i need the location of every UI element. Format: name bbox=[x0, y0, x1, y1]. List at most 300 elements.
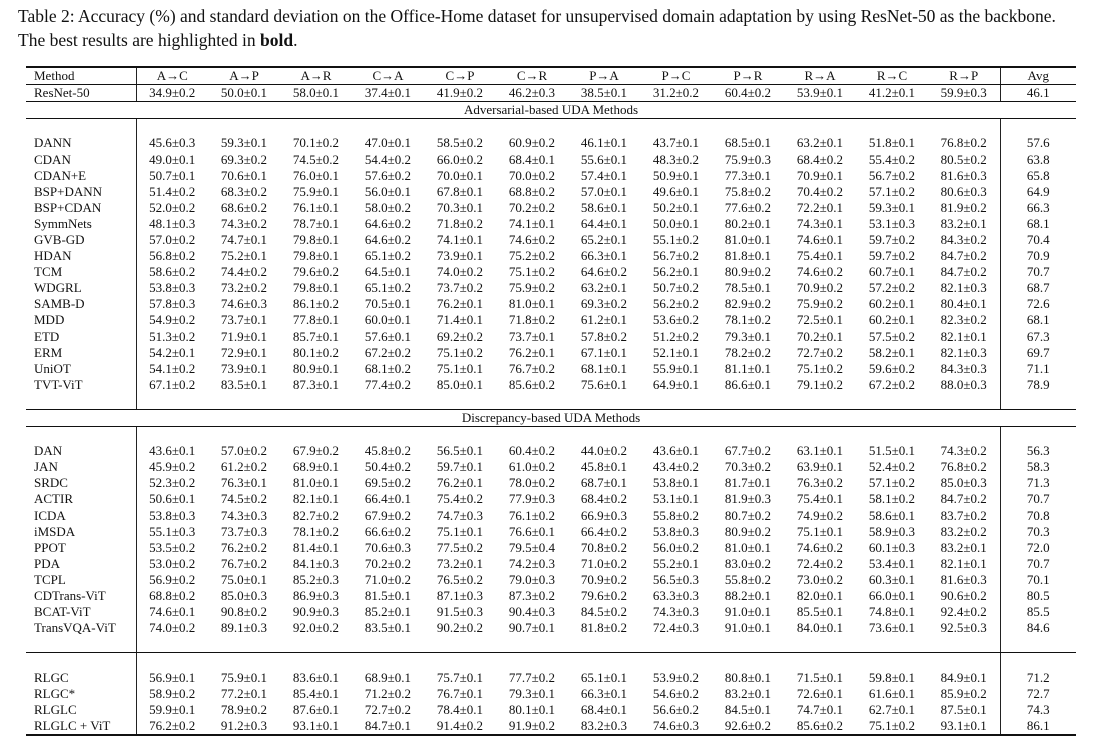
accuracy-cell: 79.8±0.1 bbox=[292, 280, 340, 296]
avg-cell: 68.1 bbox=[1000, 216, 1076, 232]
method-name: DAN bbox=[26, 443, 136, 459]
accuracy-cell: 53.1±0.3 bbox=[868, 215, 916, 231]
accuracy-cell: 78.1±0.2 bbox=[724, 312, 772, 328]
accuracy-cell: 72.2±0.1 bbox=[796, 199, 844, 215]
method-name: BSP+DANN bbox=[26, 184, 136, 200]
accuracy-cell: 77.7±0.2 bbox=[508, 669, 556, 685]
accuracy-cell: 91.4±0.2 bbox=[424, 718, 496, 735]
method-name: ACTIR bbox=[26, 491, 136, 507]
accuracy-cell: 68.1±0.1 bbox=[580, 360, 628, 376]
accuracy-cell: 82.1±0.3 bbox=[940, 344, 987, 360]
accuracy-cell: 58.1±0.2 bbox=[868, 491, 916, 507]
column-header: C→R bbox=[496, 67, 568, 85]
accuracy-cell: 70.2±0.2 bbox=[508, 199, 556, 215]
table-row bbox=[26, 604, 1076, 620]
accuracy-cell: 74.0±0.2 bbox=[436, 264, 484, 280]
accuracy-cell: 83.7±0.2 bbox=[940, 507, 987, 523]
method-name: RLGLC + ViT bbox=[26, 718, 136, 735]
accuracy-cell: 70.3±0.2 bbox=[724, 459, 772, 475]
accuracy-cell: 83.0±0.2 bbox=[724, 555, 772, 571]
accuracy-cell: 52.1±0.1 bbox=[652, 344, 700, 360]
accuracy-cell: 34.9±0.2 bbox=[136, 85, 208, 102]
avg-cell: 46.1 bbox=[1000, 85, 1076, 102]
accuracy-cell: 87.3±0.1 bbox=[292, 376, 340, 392]
proposed-method-row bbox=[26, 718, 1076, 735]
accuracy-cell: 73.7±0.1 bbox=[508, 328, 556, 344]
accuracy-cell: 85.5±0.1 bbox=[796, 604, 844, 620]
accuracy-cell: 51.4±0.2 bbox=[149, 183, 196, 199]
accuracy-cell: 59.7±0.2 bbox=[868, 248, 916, 264]
accuracy-cell: 74.2±0.3 bbox=[508, 555, 556, 571]
table-row bbox=[26, 184, 1076, 200]
accuracy-cell: 63.2±0.1 bbox=[580, 280, 628, 296]
caption-bold-word: bold bbox=[260, 30, 294, 50]
accuracy-cell: 81.6±0.3 bbox=[940, 167, 987, 183]
avg-cell: 69.7 bbox=[1000, 345, 1076, 361]
accuracy-cell: 70.9±0.2 bbox=[580, 571, 628, 587]
accuracy-cell: 68.5±0.1 bbox=[724, 135, 772, 151]
table-row bbox=[26, 264, 1076, 280]
accuracy-cell: 54.9±0.2 bbox=[149, 312, 196, 328]
accuracy-cell: 70.2±0.1 bbox=[796, 328, 844, 344]
accuracy-cell: 58.9±0.3 bbox=[868, 523, 916, 539]
accuracy-cell: 90.8±0.2 bbox=[220, 604, 268, 620]
accuracy-cell: 74.5±0.2 bbox=[220, 491, 268, 507]
accuracy-cell: 76.2±0.2 bbox=[136, 718, 208, 735]
accuracy-cell: 59.3±0.1 bbox=[220, 135, 268, 151]
accuracy-cell: 87.1±0.3 bbox=[436, 588, 484, 604]
accuracy-cell: 55.1±0.3 bbox=[149, 523, 196, 539]
accuracy-cell: 76.7±0.2 bbox=[508, 360, 556, 376]
accuracy-cell: 59.8±0.1 bbox=[868, 669, 916, 685]
accuracy-cell: 88.2±0.1 bbox=[724, 588, 772, 604]
accuracy-cell: 58.0±0.1 bbox=[280, 85, 352, 102]
spacer-row bbox=[26, 427, 1076, 444]
method-name: SymmNets bbox=[26, 216, 136, 232]
accuracy-cell: 83.6±0.1 bbox=[292, 669, 340, 685]
accuracy-cell: 69.2±0.2 bbox=[436, 328, 484, 344]
accuracy-cell: 60.4±0.2 bbox=[712, 85, 784, 102]
accuracy-cell: 83.2±0.1 bbox=[724, 685, 772, 701]
table-row bbox=[26, 296, 1076, 312]
avg-cell: 57.6 bbox=[1000, 135, 1076, 151]
accuracy-cell: 45.8±0.1 bbox=[580, 459, 628, 475]
accuracy-cell: 67.9±0.2 bbox=[292, 443, 340, 459]
accuracy-cell: 64.4±0.1 bbox=[580, 215, 628, 231]
accuracy-cell: 80.6±0.3 bbox=[940, 183, 987, 199]
method-name: UniOT bbox=[26, 361, 136, 377]
table-row bbox=[26, 248, 1076, 264]
accuracy-cell: 57.0±0.2 bbox=[220, 443, 268, 459]
accuracy-cell: 66.9±0.3 bbox=[580, 507, 628, 523]
accuracy-cell: 69.3±0.2 bbox=[220, 151, 268, 167]
accuracy-cell: 67.1±0.2 bbox=[149, 376, 196, 392]
accuracy-cell: 68.4±0.1 bbox=[580, 701, 628, 717]
method-name: JAN bbox=[26, 459, 136, 475]
accuracy-cell: 85.2±0.3 bbox=[292, 571, 340, 587]
accuracy-cell: 68.8±0.2 bbox=[149, 588, 196, 604]
accuracy-cell: 60.9±0.2 bbox=[508, 135, 556, 151]
accuracy-cell: 83.5±0.1 bbox=[220, 376, 268, 392]
avg-cell: 71.1 bbox=[1000, 361, 1076, 377]
accuracy-cell: 70.6±0.3 bbox=[364, 539, 412, 555]
method-name: WDGRL bbox=[26, 280, 136, 296]
accuracy-cell: 59.6±0.2 bbox=[868, 360, 916, 376]
accuracy-cell: 92.0±0.2 bbox=[292, 620, 340, 636]
accuracy-cell: 81.4±0.1 bbox=[292, 539, 340, 555]
accuracy-cell: 56.2±0.2 bbox=[652, 296, 700, 312]
table-row bbox=[26, 168, 1076, 184]
accuracy-cell: 45.9±0.2 bbox=[149, 459, 196, 475]
accuracy-cell: 72.4±0.3 bbox=[652, 620, 700, 636]
accuracy-cell: 71.5±0.1 bbox=[796, 669, 844, 685]
accuracy-cell: 68.9±0.1 bbox=[292, 459, 340, 475]
avg-cell: 84.6 bbox=[1000, 620, 1076, 636]
accuracy-cell: 86.1±0.2 bbox=[292, 296, 340, 312]
accuracy-cell: 82.1±0.3 bbox=[940, 280, 987, 296]
accuracy-cell: 76.2±0.1 bbox=[436, 296, 484, 312]
accuracy-cell: 66.0±0.2 bbox=[436, 151, 484, 167]
accuracy-cell: 77.5±0.2 bbox=[436, 539, 484, 555]
accuracy-cell: 79.6±0.2 bbox=[580, 588, 628, 604]
accuracy-cell: 91.9±0.2 bbox=[496, 718, 568, 735]
accuracy-cell: 58.6±0.1 bbox=[580, 199, 628, 215]
accuracy-cell: 53.8±0.3 bbox=[652, 523, 700, 539]
accuracy-cell: 74.6±0.1 bbox=[149, 604, 196, 620]
accuracy-cell: 74.6±0.2 bbox=[796, 539, 844, 555]
accuracy-cell: 60.7±0.1 bbox=[868, 264, 916, 280]
header-row bbox=[26, 67, 1076, 85]
accuracy-cell: 66.6±0.2 bbox=[364, 523, 412, 539]
accuracy-cell: 93.1±0.1 bbox=[928, 718, 1000, 735]
accuracy-cell: 66.0±0.1 bbox=[868, 588, 916, 604]
method-name: SRDC bbox=[26, 475, 136, 491]
accuracy-cell: 75.1±0.1 bbox=[436, 360, 484, 376]
accuracy-cell: 85.6±0.2 bbox=[508, 376, 556, 392]
results-table bbox=[26, 66, 1076, 736]
accuracy-cell: 84.3±0.3 bbox=[940, 360, 987, 376]
accuracy-cell: 79.3±0.1 bbox=[508, 685, 556, 701]
accuracy-cell: 75.1±0.1 bbox=[436, 523, 484, 539]
accuracy-cell: 74.3±0.2 bbox=[940, 443, 987, 459]
accuracy-cell: 75.2±0.2 bbox=[508, 248, 556, 264]
column-header: C→P bbox=[424, 67, 496, 85]
accuracy-cell: 67.1±0.1 bbox=[580, 344, 628, 360]
accuracy-cell: 78.0±0.2 bbox=[508, 475, 556, 491]
accuracy-cell: 75.9±0.1 bbox=[220, 669, 268, 685]
accuracy-cell: 85.0±0.1 bbox=[436, 376, 484, 392]
column-header: A→C bbox=[136, 67, 208, 85]
accuracy-cell: 74.6±0.3 bbox=[640, 718, 712, 735]
method-name: TVT-ViT bbox=[26, 377, 136, 393]
accuracy-cell: 75.4±0.1 bbox=[796, 491, 844, 507]
table-row bbox=[26, 620, 1076, 636]
accuracy-cell: 76.2±0.1 bbox=[508, 344, 556, 360]
avg-cell: 70.3 bbox=[1000, 524, 1076, 540]
accuracy-cell: 80.7±0.2 bbox=[724, 507, 772, 523]
accuracy-cell: 58.6±0.2 bbox=[149, 264, 196, 280]
accuracy-cell: 75.9±0.3 bbox=[724, 151, 772, 167]
accuracy-cell: 56.6±0.2 bbox=[652, 701, 700, 717]
method-name: ICDA bbox=[26, 508, 136, 524]
accuracy-cell: 72.5±0.1 bbox=[796, 312, 844, 328]
table-row bbox=[26, 377, 1076, 393]
accuracy-cell: 84.7±0.2 bbox=[940, 248, 987, 264]
accuracy-cell: 54.2±0.1 bbox=[149, 344, 196, 360]
accuracy-cell: 74.3±0.2 bbox=[220, 215, 268, 231]
accuracy-cell: 90.9±0.3 bbox=[292, 604, 340, 620]
accuracy-cell: 73.7±0.1 bbox=[220, 312, 268, 328]
accuracy-cell: 71.4±0.1 bbox=[436, 312, 484, 328]
accuracy-cell: 53.6±0.2 bbox=[652, 312, 700, 328]
accuracy-cell: 74.6±0.3 bbox=[220, 296, 268, 312]
accuracy-cell: 58.9±0.2 bbox=[149, 685, 196, 701]
accuracy-cell: 93.1±0.1 bbox=[280, 718, 352, 735]
accuracy-cell: 88.0±0.3 bbox=[940, 376, 987, 392]
accuracy-cell: 86.9±0.3 bbox=[292, 588, 340, 604]
accuracy-cell: 62.7±0.1 bbox=[868, 701, 916, 717]
column-header: C→A bbox=[352, 67, 424, 85]
section-header-row bbox=[26, 409, 1076, 426]
accuracy-cell: 55.8±0.2 bbox=[724, 571, 772, 587]
accuracy-cell: 70.3±0.1 bbox=[436, 199, 484, 215]
method-name: TCM bbox=[26, 264, 136, 280]
avg-cell: 65.8 bbox=[1000, 168, 1076, 184]
accuracy-cell: 51.2±0.2 bbox=[652, 328, 700, 344]
accuracy-cell: 70.4±0.2 bbox=[796, 183, 844, 199]
avg-cell: 71.2 bbox=[1000, 669, 1076, 685]
table-row bbox=[26, 216, 1076, 232]
accuracy-cell: 81.5±0.1 bbox=[364, 588, 412, 604]
accuracy-cell: 81.0±0.1 bbox=[292, 475, 340, 491]
accuracy-cell: 84.9±0.1 bbox=[940, 669, 987, 685]
accuracy-cell: 72.7±0.2 bbox=[796, 344, 844, 360]
accuracy-cell: 79.6±0.2 bbox=[292, 264, 340, 280]
accuracy-cell: 50.0±0.1 bbox=[652, 215, 700, 231]
accuracy-cell: 49.6±0.1 bbox=[652, 183, 700, 199]
accuracy-cell: 31.2±0.2 bbox=[640, 85, 712, 102]
accuracy-cell: 46.1±0.1 bbox=[580, 135, 628, 151]
accuracy-cell: 48.1±0.3 bbox=[149, 215, 196, 231]
column-header: A→R bbox=[280, 67, 352, 85]
accuracy-cell: 68.7±0.1 bbox=[580, 475, 628, 491]
accuracy-cell: 59.7±0.1 bbox=[436, 459, 484, 475]
accuracy-cell: 67.2±0.2 bbox=[868, 376, 916, 392]
accuracy-cell: 74.1±0.1 bbox=[436, 231, 484, 247]
accuracy-cell: 84.5±0.1 bbox=[724, 701, 772, 717]
accuracy-cell: 63.3±0.3 bbox=[652, 588, 700, 604]
accuracy-cell: 56.8±0.2 bbox=[149, 248, 196, 264]
accuracy-cell: 55.1±0.2 bbox=[652, 231, 700, 247]
accuracy-cell: 79.8±0.1 bbox=[292, 248, 340, 264]
accuracy-cell: 76.5±0.2 bbox=[436, 571, 484, 587]
spacer-row bbox=[26, 653, 1076, 670]
accuracy-cell: 71.9±0.1 bbox=[220, 328, 268, 344]
column-header: P→R bbox=[712, 67, 784, 85]
accuracy-cell: 80.9±0.2 bbox=[724, 264, 772, 280]
accuracy-cell: 61.2±0.2 bbox=[220, 459, 268, 475]
accuracy-cell: 43.4±0.2 bbox=[652, 459, 700, 475]
table-row bbox=[26, 459, 1076, 475]
accuracy-cell: 57.1±0.2 bbox=[868, 183, 916, 199]
accuracy-cell: 57.0±0.1 bbox=[580, 183, 628, 199]
accuracy-cell: 74.7±0.3 bbox=[436, 507, 484, 523]
accuracy-cell: 74.7±0.1 bbox=[220, 231, 268, 247]
accuracy-cell: 81.1±0.1 bbox=[724, 360, 772, 376]
method-name: DANN bbox=[26, 135, 136, 151]
accuracy-cell: 77.3±0.1 bbox=[724, 167, 772, 183]
accuracy-cell: 74.3±0.3 bbox=[220, 507, 268, 523]
accuracy-cell: 64.6±0.2 bbox=[364, 231, 412, 247]
table-row bbox=[26, 312, 1076, 328]
avg-cell: Avg bbox=[1000, 67, 1076, 85]
accuracy-cell: 89.1±0.3 bbox=[220, 620, 268, 636]
accuracy-cell: 83.5±0.1 bbox=[364, 620, 412, 636]
accuracy-cell: 80.1±0.1 bbox=[508, 701, 556, 717]
column-header: R→A bbox=[784, 67, 856, 85]
accuracy-cell: 71.0±0.2 bbox=[580, 555, 628, 571]
table-row bbox=[26, 135, 1076, 151]
accuracy-cell: 85.7±0.1 bbox=[292, 328, 340, 344]
avg-cell: 68.1 bbox=[1000, 312, 1076, 328]
proposed-method-row bbox=[26, 669, 1076, 685]
accuracy-cell: 92.5±0.3 bbox=[940, 620, 987, 636]
accuracy-cell: 79.0±0.3 bbox=[508, 571, 556, 587]
accuracy-cell: 43.7±0.1 bbox=[652, 135, 700, 151]
accuracy-cell: 56.5±0.1 bbox=[436, 443, 484, 459]
accuracy-cell: 60.3±0.1 bbox=[868, 571, 916, 587]
accuracy-cell: 54.6±0.2 bbox=[652, 685, 700, 701]
accuracy-cell: 65.2±0.1 bbox=[580, 231, 628, 247]
table-row bbox=[26, 508, 1076, 524]
method-name: RLGLC bbox=[26, 702, 136, 718]
accuracy-cell: 55.8±0.2 bbox=[652, 507, 700, 523]
accuracy-cell: 74.3±0.3 bbox=[652, 604, 700, 620]
accuracy-cell: 75.1±0.2 bbox=[508, 264, 556, 280]
avg-cell: 70.9 bbox=[1000, 248, 1076, 264]
method-name: RLGC* bbox=[26, 686, 136, 702]
method-name: ResNet-50 bbox=[26, 85, 136, 102]
accuracy-cell: 64.5±0.1 bbox=[364, 264, 412, 280]
accuracy-cell: 84.7±0.1 bbox=[352, 718, 424, 735]
table-row bbox=[26, 443, 1076, 459]
accuracy-cell: 53.4±0.1 bbox=[868, 555, 916, 571]
method-name: RLGC bbox=[26, 669, 136, 685]
accuracy-cell: 81.6±0.3 bbox=[940, 571, 987, 587]
accuracy-cell: 90.2±0.2 bbox=[436, 620, 484, 636]
accuracy-cell: 81.8±0.1 bbox=[724, 248, 772, 264]
accuracy-cell: 80.5±0.2 bbox=[940, 151, 987, 167]
accuracy-cell: 53.5±0.2 bbox=[149, 539, 196, 555]
accuracy-cell: 76.2±0.1 bbox=[436, 475, 484, 491]
caption-end: . bbox=[293, 30, 298, 50]
accuracy-cell: 58.5±0.2 bbox=[436, 135, 484, 151]
avg-cell: 70.4 bbox=[1000, 232, 1076, 248]
accuracy-cell: 59.7±0.2 bbox=[868, 231, 916, 247]
accuracy-cell: 57.6±0.1 bbox=[364, 328, 412, 344]
accuracy-cell: 70.5±0.1 bbox=[364, 296, 412, 312]
accuracy-cell: 85.9±0.2 bbox=[940, 685, 987, 701]
accuracy-cell: 70.8±0.2 bbox=[580, 539, 628, 555]
method-name: CDTrans-ViT bbox=[26, 588, 136, 604]
avg-cell: 56.3 bbox=[1000, 443, 1076, 459]
accuracy-cell: 83.2±0.1 bbox=[940, 215, 987, 231]
accuracy-cell: 45.8±0.2 bbox=[364, 443, 412, 459]
column-header: P→C bbox=[640, 67, 712, 85]
accuracy-cell: 76.0±0.1 bbox=[292, 167, 340, 183]
accuracy-cell: 84.7±0.2 bbox=[940, 491, 987, 507]
accuracy-cell: 75.2±0.1 bbox=[220, 248, 268, 264]
accuracy-cell: 52.3±0.2 bbox=[149, 475, 196, 491]
accuracy-cell: 66.3±0.1 bbox=[580, 685, 628, 701]
column-header: P→A bbox=[568, 67, 640, 85]
accuracy-cell: 82.1±0.1 bbox=[940, 328, 987, 344]
table-row bbox=[26, 345, 1076, 361]
accuracy-cell: 91.0±0.1 bbox=[724, 604, 772, 620]
accuracy-cell: 90.6±0.2 bbox=[940, 588, 987, 604]
accuracy-cell: 76.2±0.2 bbox=[220, 539, 268, 555]
accuracy-cell: 41.9±0.2 bbox=[424, 85, 496, 102]
accuracy-cell: 84.3±0.2 bbox=[940, 231, 987, 247]
accuracy-cell: 70.9±0.2 bbox=[796, 280, 844, 296]
accuracy-cell: 75.0±0.1 bbox=[220, 571, 268, 587]
accuracy-cell: 50.0±0.1 bbox=[208, 85, 280, 102]
accuracy-cell: 75.1±0.1 bbox=[796, 523, 844, 539]
accuracy-cell: 50.7±0.1 bbox=[149, 167, 196, 183]
accuracy-cell: 66.4±0.2 bbox=[580, 523, 628, 539]
accuracy-cell: 73.7±0.2 bbox=[436, 280, 484, 296]
proposed-method-row bbox=[26, 702, 1076, 718]
method-name: PPOT bbox=[26, 540, 136, 556]
avg-cell: 58.3 bbox=[1000, 459, 1076, 475]
accuracy-cell: 56.2±0.1 bbox=[652, 264, 700, 280]
accuracy-cell: 54.1±0.2 bbox=[149, 360, 196, 376]
accuracy-cell: 53.1±0.1 bbox=[652, 491, 700, 507]
avg-cell: 80.5 bbox=[1000, 588, 1076, 604]
accuracy-cell: 85.6±0.2 bbox=[784, 718, 856, 735]
accuracy-cell: 82.0±0.1 bbox=[796, 588, 844, 604]
accuracy-cell: 74.6±0.1 bbox=[796, 231, 844, 247]
accuracy-cell: 57.1±0.2 bbox=[868, 475, 916, 491]
proposed-method-row bbox=[26, 686, 1076, 702]
accuracy-cell: 77.2±0.1 bbox=[220, 685, 268, 701]
column-header: R→P bbox=[928, 67, 1000, 85]
accuracy-cell: 80.1±0.2 bbox=[292, 344, 340, 360]
accuracy-cell: 67.8±0.1 bbox=[436, 183, 484, 199]
method-name: BSP+CDAN bbox=[26, 200, 136, 216]
accuracy-cell: 79.8±0.1 bbox=[292, 231, 340, 247]
accuracy-cell: 60.1±0.3 bbox=[868, 539, 916, 555]
method-name: Method bbox=[26, 67, 136, 85]
section-title: Discrepancy-based UDA Methods bbox=[26, 409, 1076, 426]
accuracy-cell: 63.1±0.1 bbox=[796, 443, 844, 459]
accuracy-cell: 56.5±0.3 bbox=[652, 571, 700, 587]
spacer-row bbox=[26, 119, 1076, 136]
accuracy-cell: 73.9±0.1 bbox=[436, 248, 484, 264]
accuracy-cell: 66.3±0.1 bbox=[580, 248, 628, 264]
accuracy-cell: 84.0±0.1 bbox=[796, 620, 844, 636]
table-row bbox=[26, 475, 1076, 491]
accuracy-cell: 80.4±0.1 bbox=[940, 296, 987, 312]
table-row bbox=[26, 200, 1076, 216]
accuracy-cell: 56.7±0.2 bbox=[652, 248, 700, 264]
accuracy-cell: 75.9±0.1 bbox=[292, 183, 340, 199]
avg-cell: 85.5 bbox=[1000, 604, 1076, 620]
avg-cell: 72.0 bbox=[1000, 540, 1076, 556]
accuracy-cell: 83.2±0.1 bbox=[940, 539, 987, 555]
accuracy-cell: 49.0±0.1 bbox=[149, 151, 196, 167]
accuracy-cell: 57.0±0.2 bbox=[149, 231, 196, 247]
